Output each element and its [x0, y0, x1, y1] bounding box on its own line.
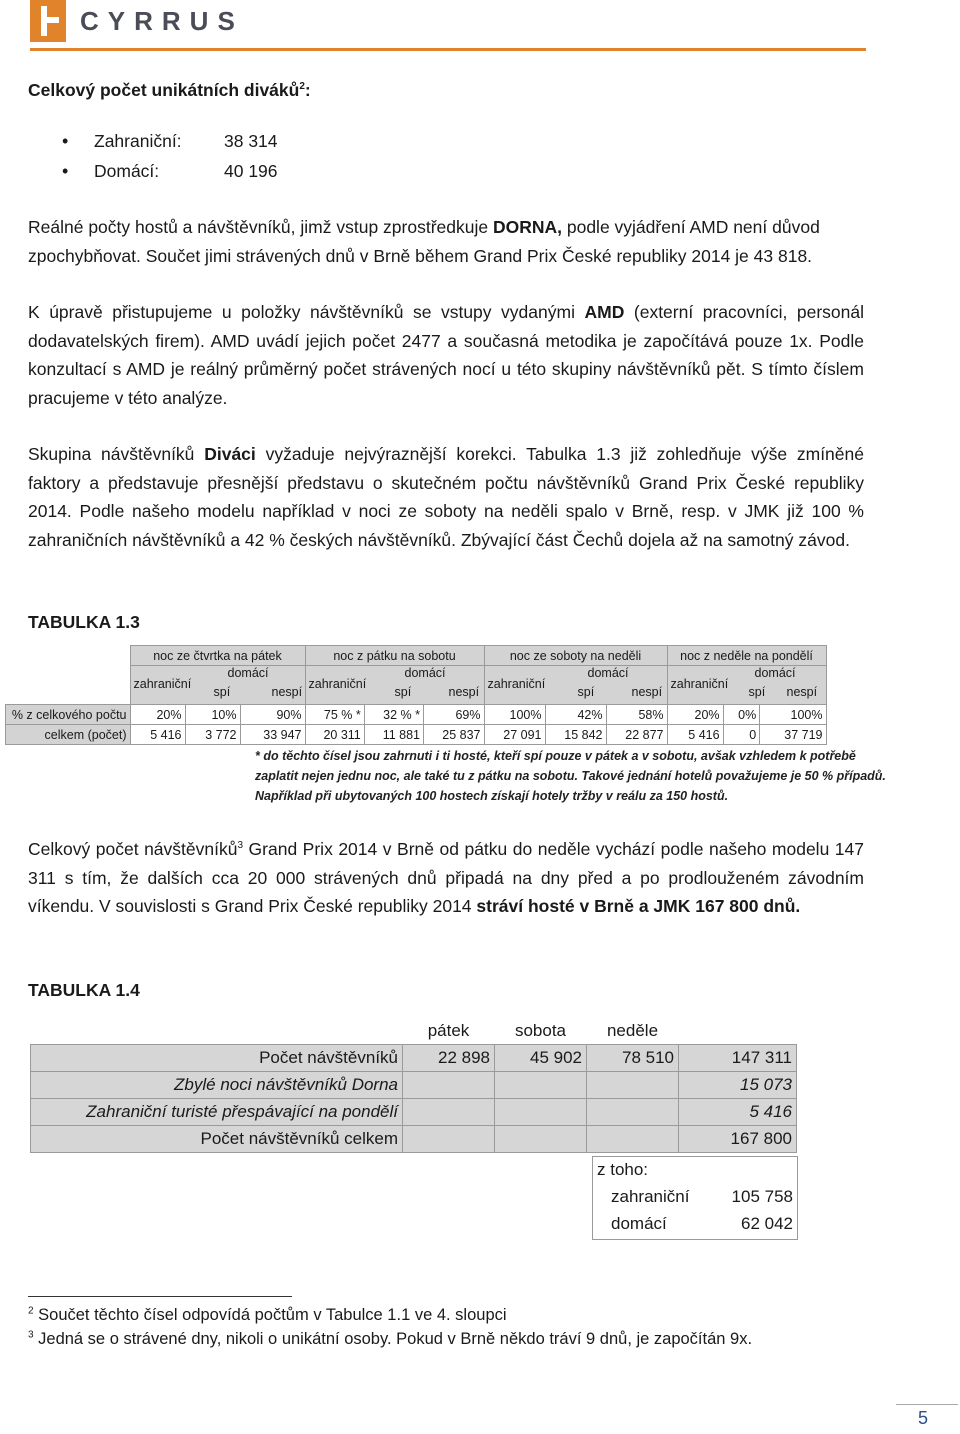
page-number-divider: [896, 1404, 958, 1405]
table-header: noc z pátku na sobotu: [305, 646, 484, 666]
paragraph-total: Celkový počet návštěvníků$^3$ Grand Prix 2014 v Brně od pátku do neděle vychází podle našeho modelu 147 311 s tím, že dalších cca 20 000 strávených dnů připadá na dny před a po prodlouženém závodním víkendu. V souvislosti s Grand Prix České republiky 2014 stráví hosté v Brně a JMK 167 800 dnů.: [28, 839, 865, 916]
table-header: pátek: [403, 1018, 495, 1045]
table-1-3-note: * do těchto čísel jsou zahrnuti i ti hosté, kteří spí pouze v pátek a v sobotu, avšak vzhledem k potřebě zaplatit nejen jednu noc, ale také tu z pátku na sobotu. Takové jednání hotelů považujeme je 50 % případů. Například při ubytovaných 100 hostech získají hotely tržby v reálu za 150 hostů.: [255, 749, 886, 803]
brand-name: CYRRUS: [80, 6, 244, 36]
table-row: Zbylé noci návštěvníků Dorna 15 073: [31, 1072, 797, 1099]
table-header: noc ze soboty na neděli: [484, 646, 667, 666]
footnote-divider: [28, 1296, 292, 1297]
table-row: % z celkového počtu 20% 10% 90% 75 % * 32 % * 69% 100% 42% 58% 20% 0% 100%: [6, 705, 827, 725]
paragraph-divaci: Skupina návštěvníků Diváci vyžaduje nejvýraznější korekci. Tabulka 1.3 již zohledňuje výše zmíněné faktory a představuje přesnější představu o skutečném počtu návštěvníků Grand Prix České republiky 2014. Podle našeho modelu například v noci ze soboty na neděli spalo v Brně, resp. v JMK již 100 % zahraničních návštěvníků a 42 % českých návštěvníků. Zbývající část Čechů dojela až na samotný závod.: [28, 444, 864, 550]
section-heading: Celkový počet unikátních diváků$^2$:: [28, 80, 311, 100]
table-1-3-title: TABULKA 1.3: [28, 612, 140, 632]
header-divider: [30, 48, 866, 51]
footnote: $^3$ Jedná se o strávené dny, nikoli o unikátní osoby. Pokud v Brně někdo tráví 9 dnů, je započítán 9x.: [28, 1329, 753, 1348]
table-1-4: [30, 1018, 797, 1153]
bullet-list: [28, 127, 278, 187]
table-1-4-title: TABULKA 1.4: [28, 980, 140, 1000]
table-row: Počet návštěvníků celkem 167 800: [31, 1126, 797, 1153]
table-header: neděle: [587, 1018, 679, 1045]
page-number: 5: [918, 1408, 929, 1428]
footnote: $^2$ Součet těchto čísel odpovídá počtům v Tabulce 1.1 ve 4. sloupci: [28, 1305, 507, 1324]
table-header: noc z neděle na pondělí: [667, 646, 826, 666]
table-subheader: zahraniční domácí spí nespí: [130, 666, 305, 705]
table-header: sobota: [495, 1018, 587, 1045]
list-item: • Domácí: 40 196: [28, 157, 278, 187]
list-item: • Zahraniční: 38 314: [28, 127, 278, 157]
logo-icon: [30, 0, 66, 42]
table-row: celkem (počet) 5 416 3 772 33 947 20 311 11 881 25 837 27 091 15 842 22 877 5 416 0 37 719: [6, 725, 827, 745]
table-row: Počet návštěvníků 22 898 45 902 78 510 147 311: [31, 1045, 797, 1072]
table-subheader: zahraniční domácí spí nespí: [484, 666, 667, 705]
table-header: noc ze čtvrtka na pátek: [130, 646, 305, 666]
breakdown-box: z toho: zahraniční 105 758 domácí 62 042: [592, 1156, 798, 1240]
table-row: Zahraniční turisté přespávající na pondělí 5 416: [31, 1099, 797, 1126]
table-1-3: [5, 645, 827, 745]
paragraph-amd: K úpravě přistupujeme u položky návštěvníků se vstupy vydanými AMD (externí pracovníci, personál dodavatelských firem). AMD uvádí jejich počet 2477 a současná metodika je započítává pouze 1x. Podle konzultací s AMD je reálný průměrný počet strávených nocí u této skupiny návštěvníků pět. S tímto číslem pracujeme v této analýze.: [28, 302, 864, 408]
table-subheader: zahraniční domácí spí nespí: [305, 666, 484, 705]
paragraph-dorna: Reálné počty hostů a návštěvníků, jimž vstup zprostředkuje DORNA, podle vyjádření AMD není důvod zpochybňovat. Součet jimi strávených dnů v Brně během Grand Prix České republiky 2014 je 43 818.: [28, 217, 820, 266]
table-subheader: zahraniční domácí spí nespí: [667, 666, 826, 705]
